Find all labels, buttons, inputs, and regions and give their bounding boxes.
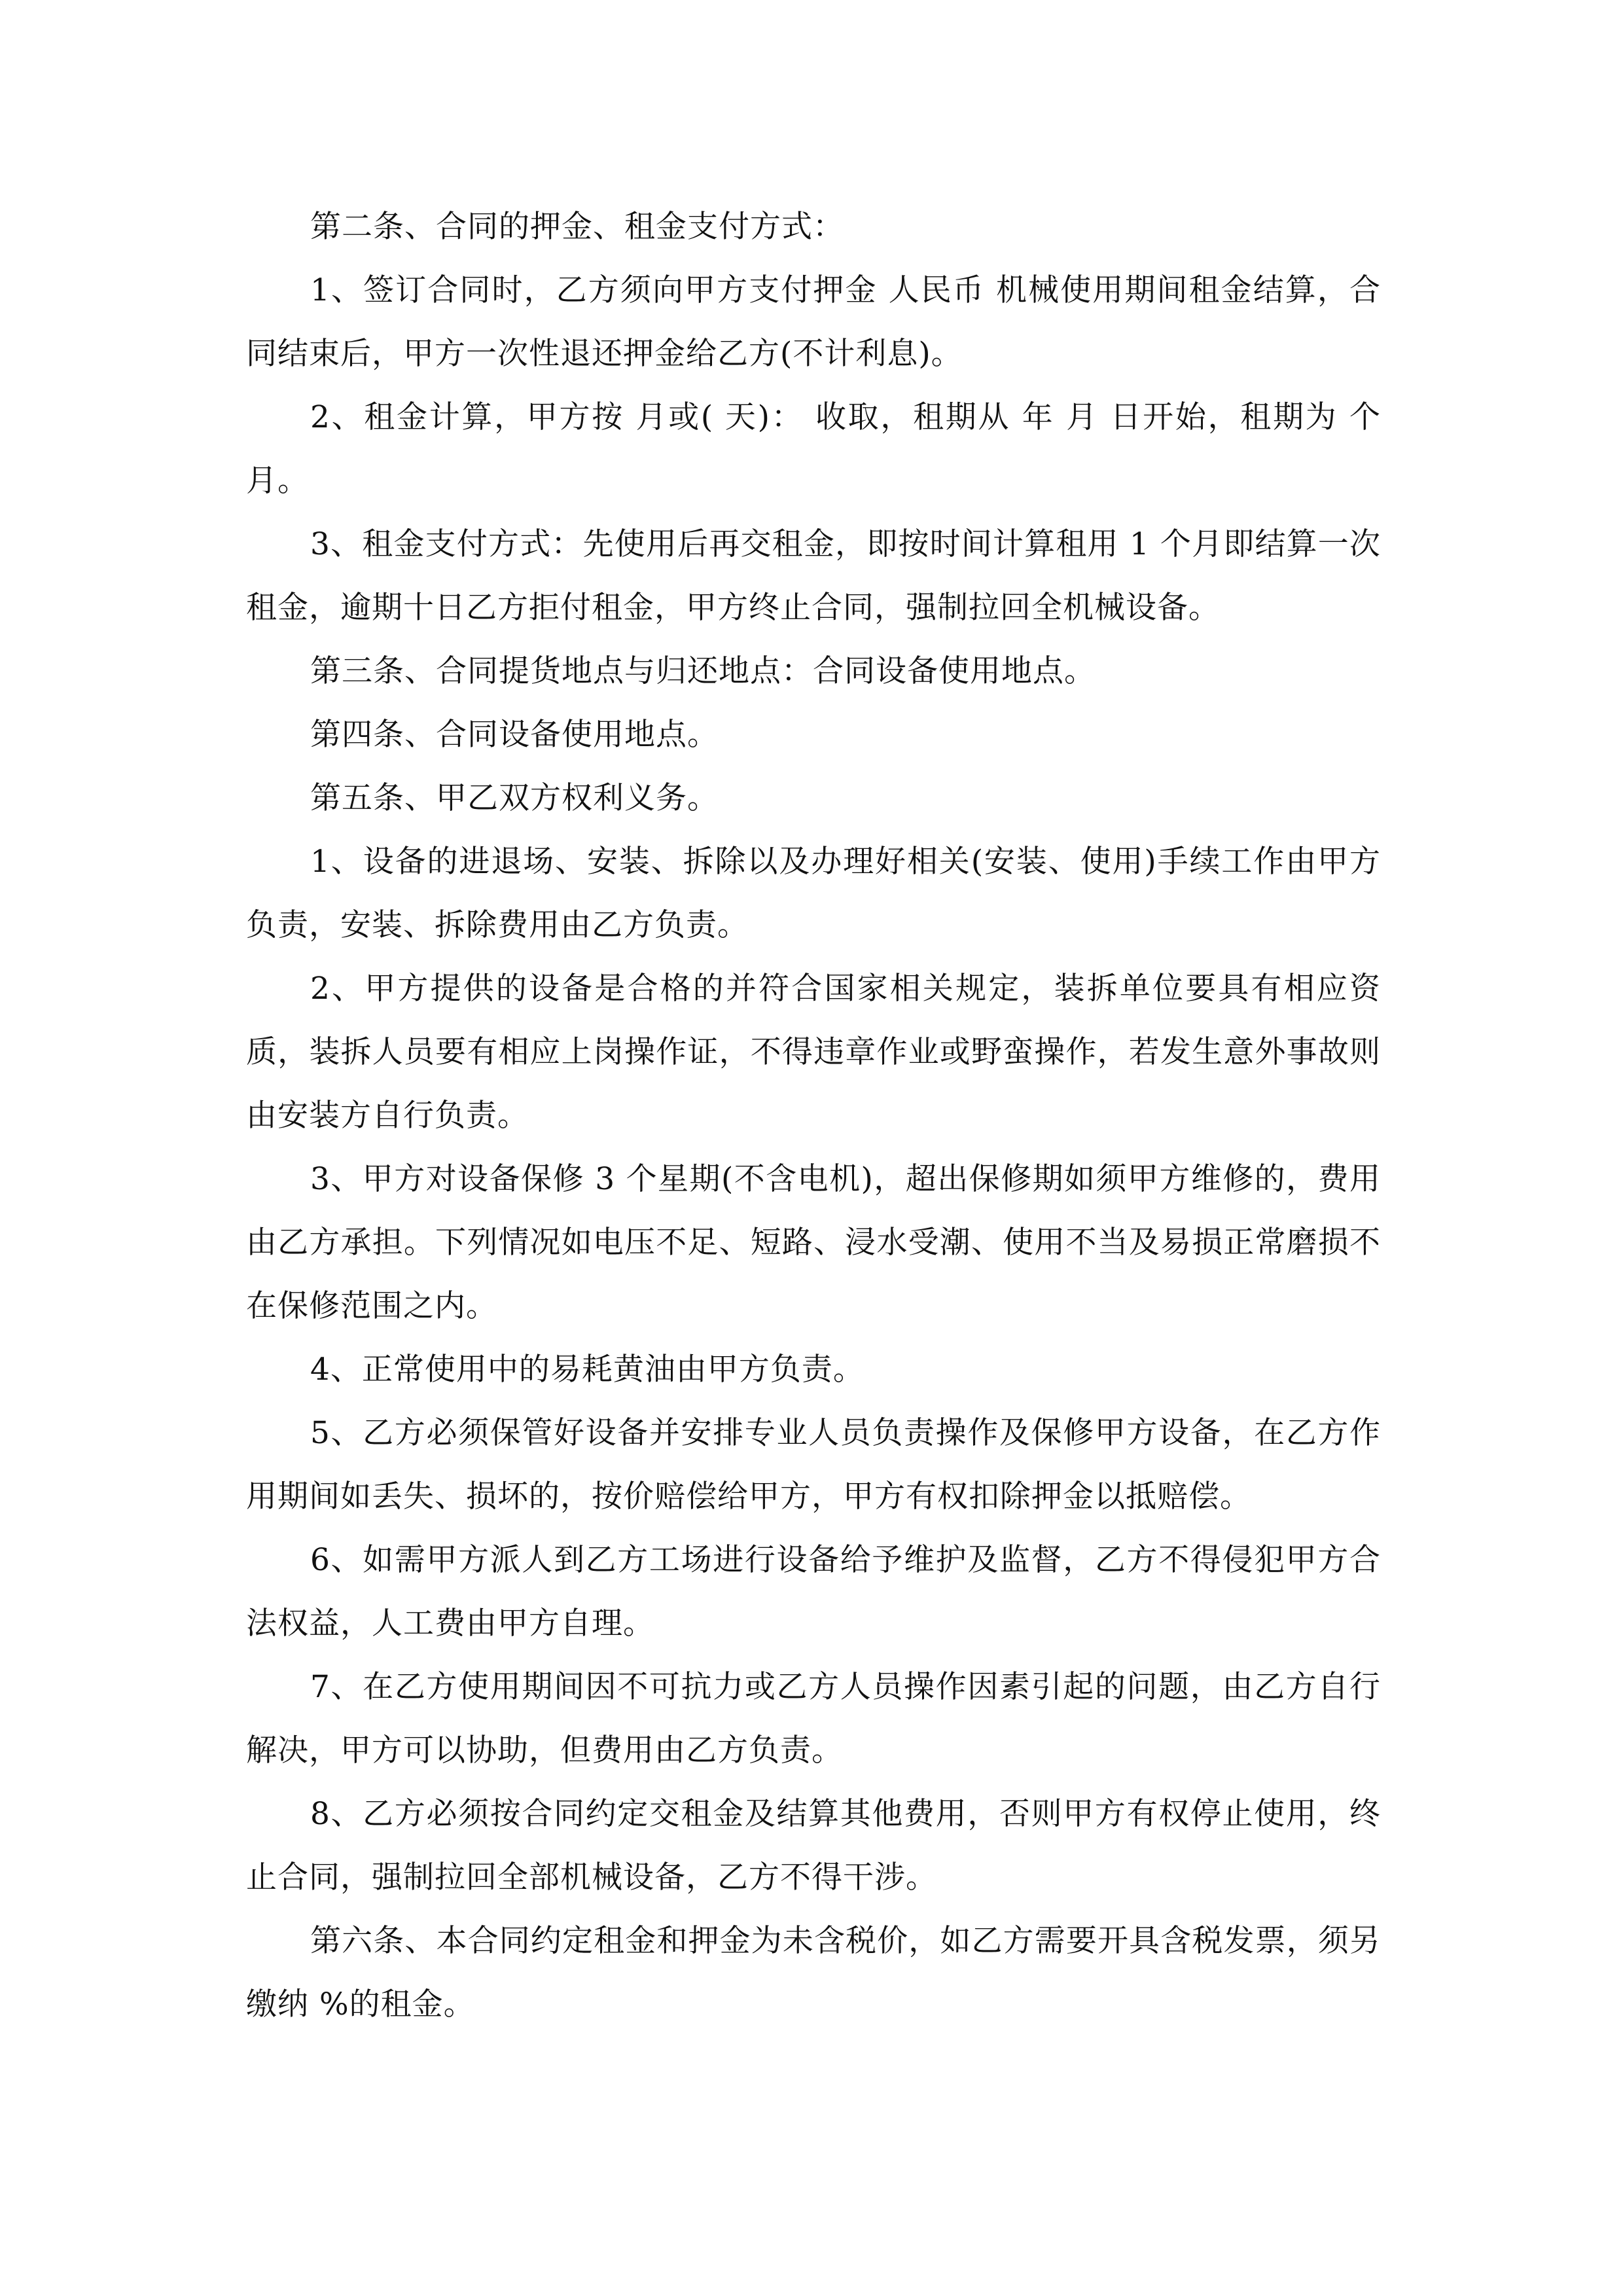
article-2-clause-3: 3、租金支付方式：先使用后再交租金，即按时间计算租用 1 个月即结算一次租金，逾期十日乙方拒付租金，甲方终止合同，强制拉回全机械设备。	[246, 526, 1381, 626]
article-5-heading: 第五条、甲乙双方权利义务。	[310, 780, 719, 816]
article-3-heading: 第三条、合同提货地点与归还地点：合同设备使用地点。	[310, 653, 1096, 689]
article-6-heading: 第六条、本合同约定租金和押金为未含税价，如乙方需要开具含税发票，须另缴纳 %的租金。	[246, 1923, 1381, 2022]
article-5-clause-8: 8、乙方必须按合同约定交租金及结算其他费用，否则甲方有权停止使用，终止合同，强制拉回全部机械设备，乙方不得干涉。	[246, 1796, 1381, 1895]
article-5-clause-4: 4、正常使用中的易耗黄油由甲方负责。	[310, 1352, 865, 1388]
article-2-clause-1: 1、签订合同时，乙方须向甲方支付押金 人民币 机械使用期间租金结算，合同结束后，甲方一次性退还押金给乙方(不计利息)。	[246, 272, 1381, 372]
article-5-clause-7: 7、在乙方使用期间因不可抗力或乙方人员操作因素引起的问题，由乙方自行解决，甲方可以协助，但费用由乙方负责。	[246, 1669, 1381, 1768]
article-2-clause-2: 2、租金计算，甲方按 月或( 天)： 收取，租期从 年 月 日开始，租期为 个月。	[246, 399, 1381, 499]
article-5-clause-5: 5、乙方必须保管好设备并安排专业人员负责操作及保修甲方设备，在乙方作用期间如丢失、损坏的，按价赔偿给甲方，甲方有权扣除押金以抵赔偿。	[246, 1415, 1381, 1515]
article-4-heading: 第四条、合同设备使用地点。	[310, 717, 719, 753]
article-5-clause-1: 1、设备的进退场、安装、拆除以及办理好相关(安装、使用)手续工作由甲方负责，安装、拆除费用由乙方负责。	[246, 844, 1381, 943]
article-5-clause-6: 6、如需甲方派人到乙方工场进行设备给予维护及监督，乙方不得侵犯甲方合法权益，人工费由甲方自理。	[246, 1542, 1381, 1641]
article-5-clause-3: 3、甲方对设备保修 3 个星期(不含电机)，超出保修期如须甲方维修的，费用由乙方承担。下列情况如电压不足、短路、浸水受潮、使用不当及易损正常磨损不在保修范围之内。	[246, 1161, 1381, 1324]
article-5-clause-2: 2、甲方提供的设备是合格的并符合国家相关规定，装拆单位要具有相应资质，装拆人员要有相应上岗操作证，不得违章作业或野蛮操作，若发生意外事故则由安装方自行负责。	[246, 971, 1381, 1134]
document-body	[246, 195, 1381, 2036]
article-2-heading: 第二条、合同的押金、租金支付方式：	[310, 209, 844, 245]
